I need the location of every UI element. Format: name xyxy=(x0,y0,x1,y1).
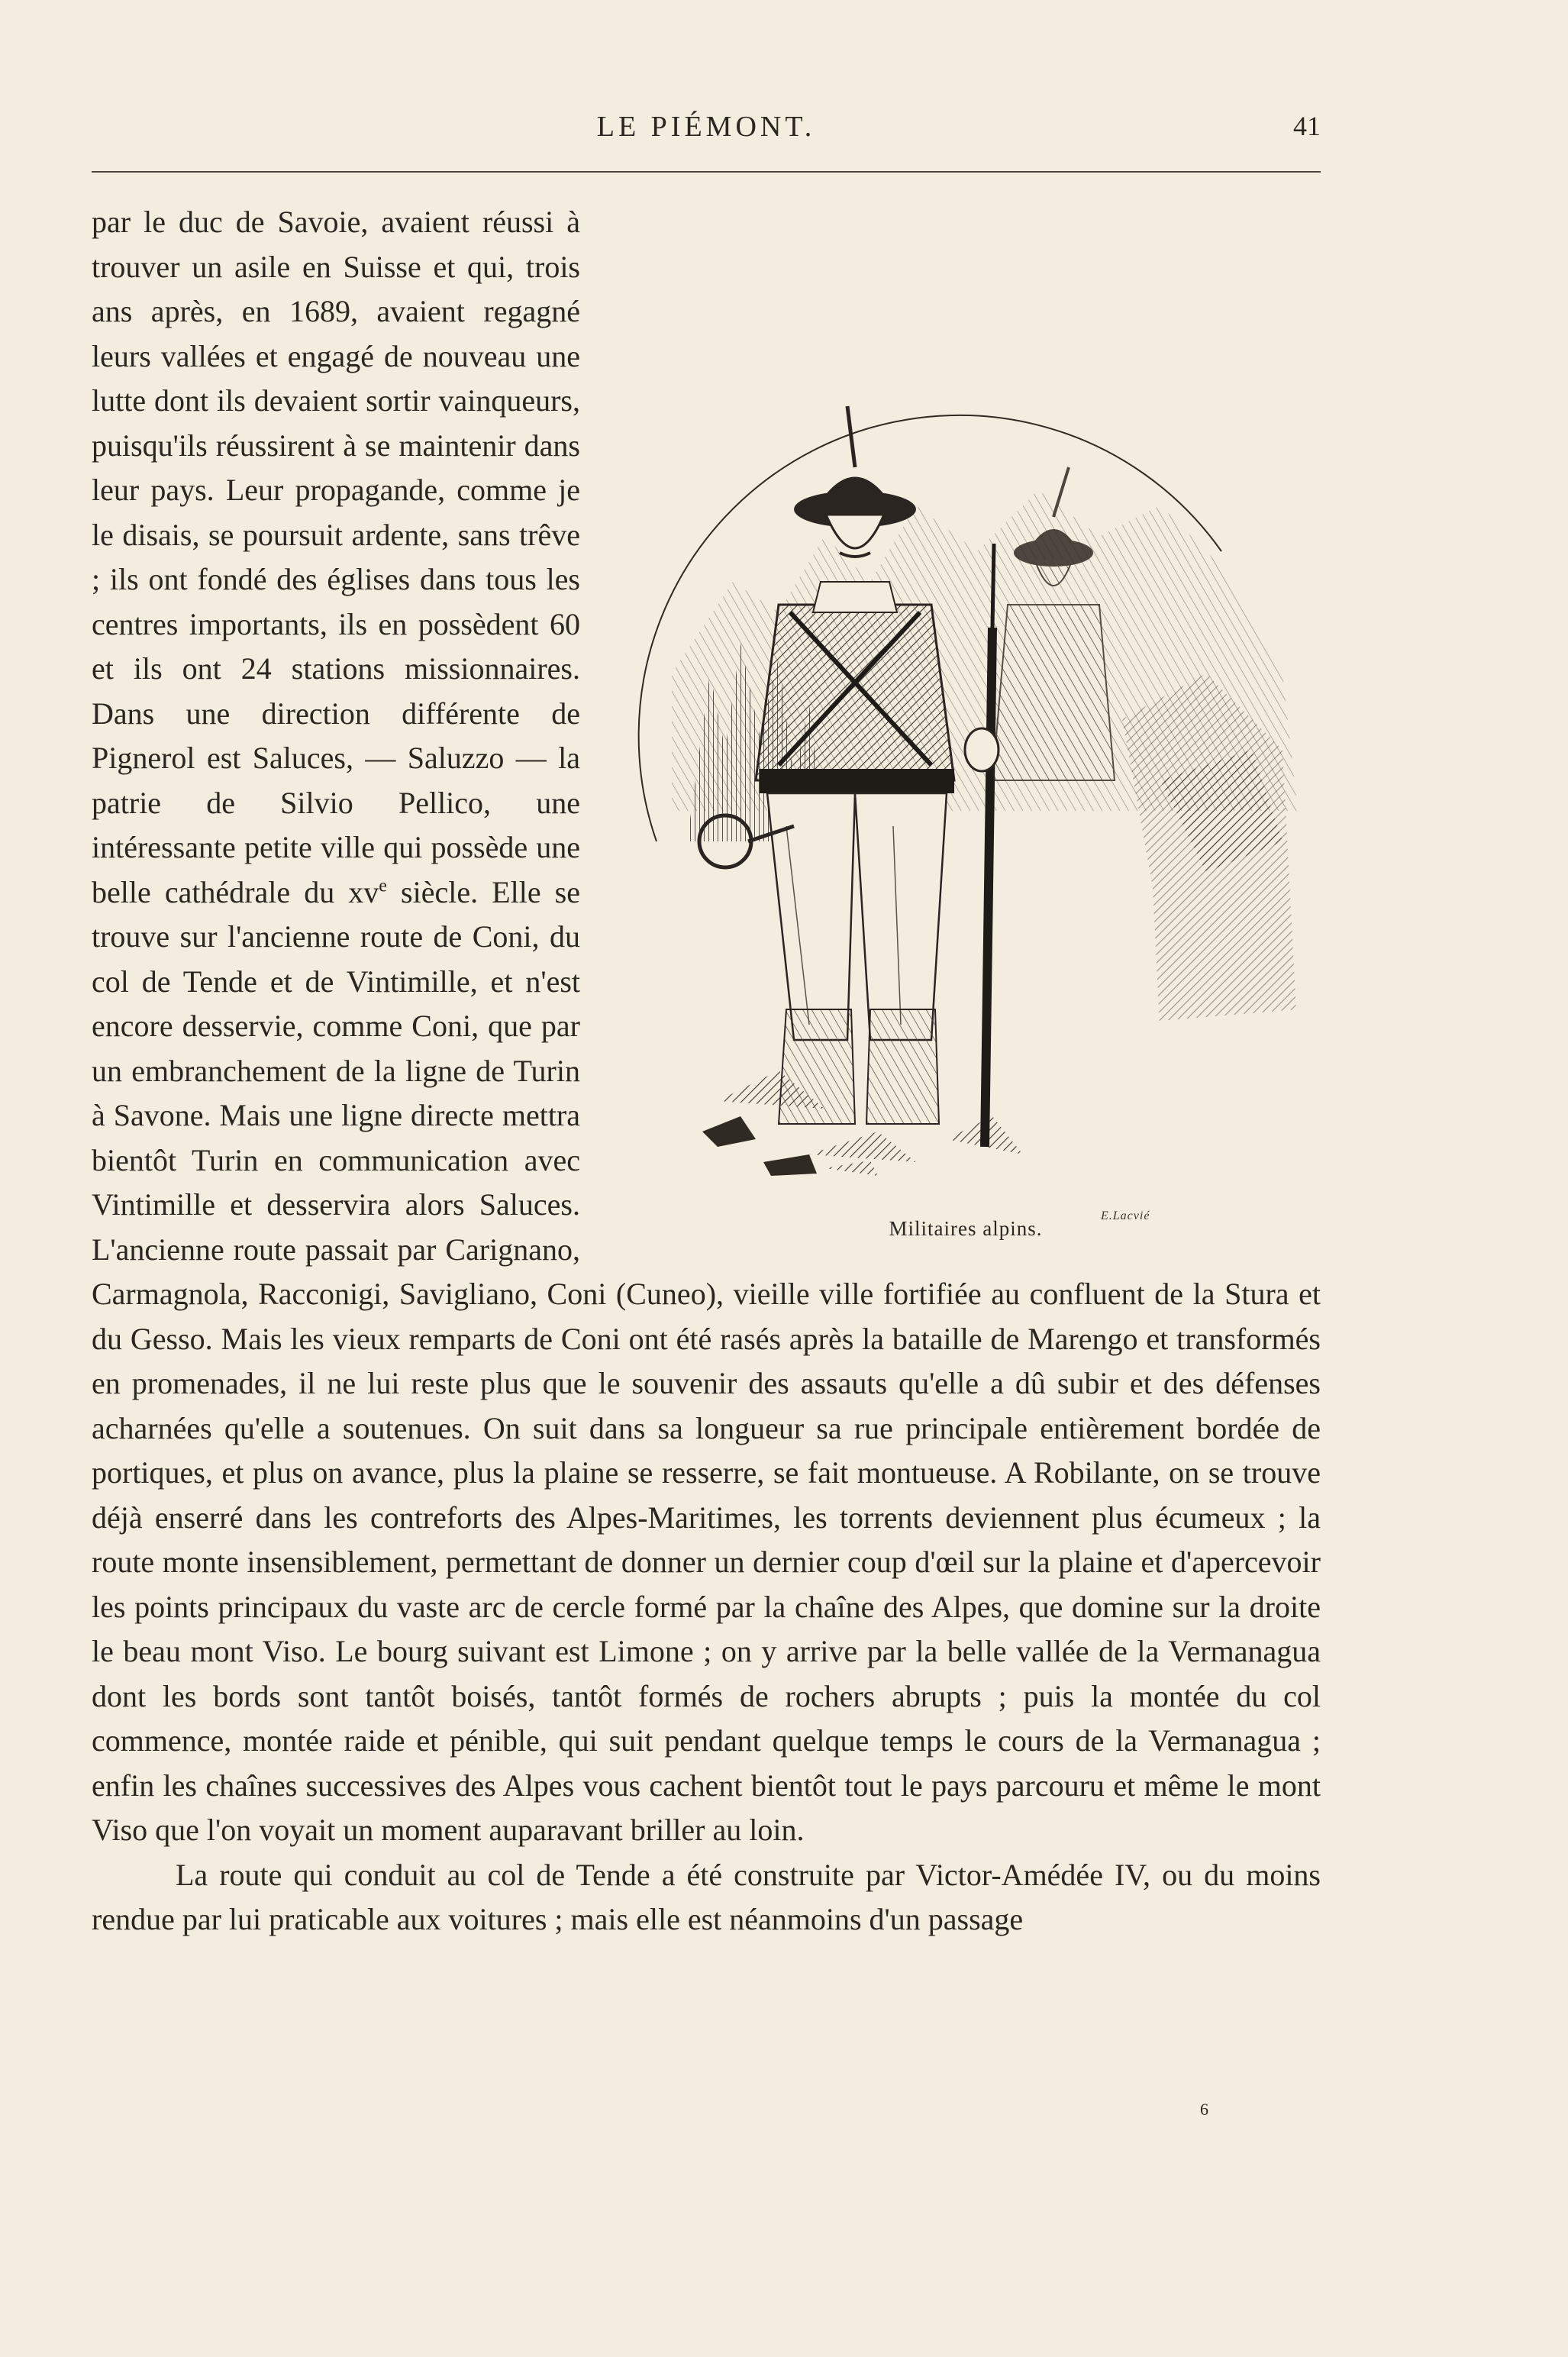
body-text xyxy=(92,200,1321,1942)
header-rule xyxy=(92,171,1321,173)
paragraph-2: La route qui conduit au col de Tende a été construite par Victor-Amédée IV, ou du moins rendue par lui praticable aux voitures ; mais elle est néanmoins d'un passage xyxy=(92,1857,1321,1936)
century-superscript: e xyxy=(379,876,387,896)
paragraph-1 xyxy=(92,200,1321,1853)
running-title: LE PIÉMONT. xyxy=(596,111,816,143)
running-head xyxy=(92,105,1321,151)
background-soldier xyxy=(992,467,1115,780)
alpine-soldiers-engraving xyxy=(626,353,1313,1177)
signature-marker: 6 xyxy=(1200,2100,1208,2119)
paragraph-1-text-b: siècle. Elle se trouve sur l'ancienne route de Coni, du col de Tende et de Vintimille, et n'est encore desservie, comme Coni, que par un embranchement de la ligne de Turin à Savone. Mais une ligne directe mettra bientôt Turin en communication avec Vintimille et desservira alors Saluces. L'ancienne route passait par Carignano, Carmagnola, Racconigi, Savigliano, Coni (Cuneo), vieille ville fortifiée au confluent de la Stura et du Gesso. Mais les vieux remparts de Coni ont été rasés après la bataille de Marengo et transformés en promenades, il ne lui reste plus que le souvenir des assauts qu'elle a dû subir et des défenses acharnées qu'elle a soutenues. On suit dans sa longueur sa rue principale entièrement bordée de portiques, et plus on avance, plus la plaine se resserre, se fait montueuse. A Robilante, on se trouve déjà enserré dans les contreforts des Alpes-Maritimes, les torrents deviennent plus écumeux ; la route monte insensiblement, permettant de donner un dernier coup d'œil sur la plaine et d'apercevoir les points principaux du vaste arc de cercle formé par la chaîne des Alpes, que domine sur la droite le beau mont Viso. Le bourg suivant est Limone ; on y arrive par la belle vallée de la Vermanagua dont les bords sont tantôt boisés, tantôt formés de rochers abrupts ; puis la montée du col commence, montée raide et pénible, qui suit pendant quelque temps le cours de la Vermanagua ; enfin les chaînes successives des Alpes vous cachent bientôt tout le pays parcouru et même le mont Viso que l'on voyait un moment auparavant briller au loin. xyxy=(92,874,1321,1847)
figure-caption: Militaires alpins. xyxy=(889,1217,1043,1240)
page-number: 41 xyxy=(1293,111,1321,141)
paragraph-1-text-a: par le duc de Savoie, avaient réussi à trouver un asile en Suisse et qui, trois ans après, en 1689, avaient regagné leurs vallées et engagé de nouveau une lutte dont ils devaient sortir vainqueurs, puisqu'ils réussirent à se maintenir dans leur pays. Leur propagande, comme je le disais, se poursuit ardente, sans trêve ; ils ont fondé des églises dans tous les centres importants, ils en possèdent 60 et ils ont 24 stations missionnaires. Dans une direction différente de Pignerol est Saluces, — Saluzzo — la patrie de Silvio Pellico, une intéressante petite ville qui possède une belle cathédrale du xv xyxy=(92,205,580,909)
engraver-signature: E.Lacvié xyxy=(1101,1209,1150,1222)
illustration xyxy=(611,330,1321,1242)
